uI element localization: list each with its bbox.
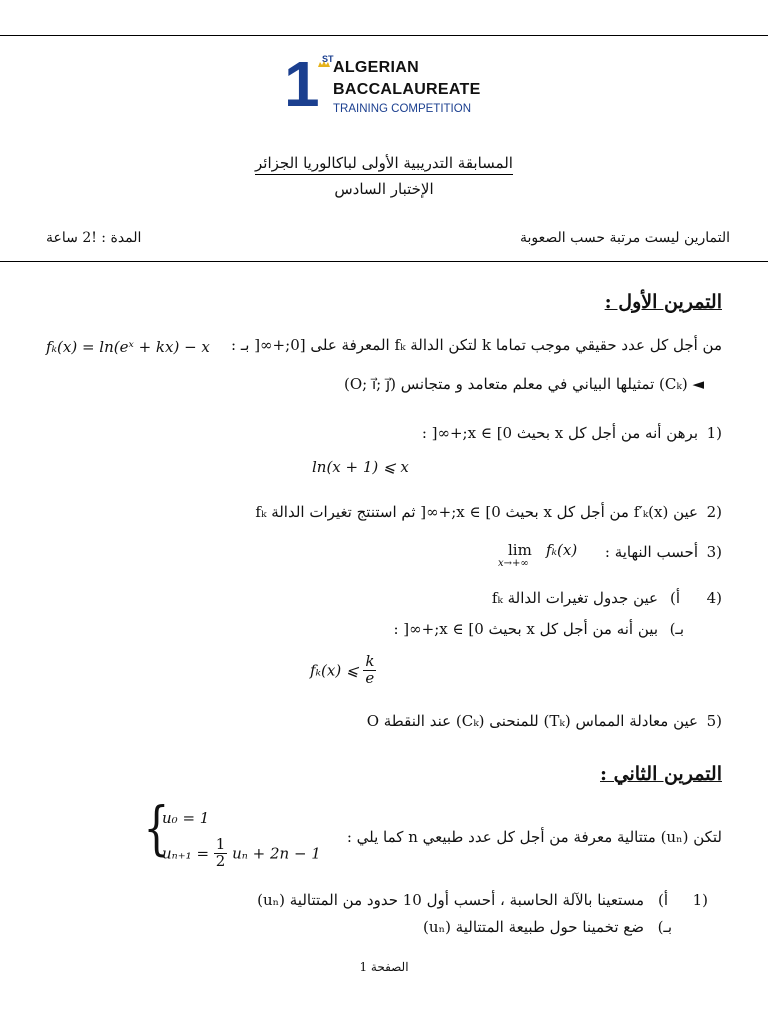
step-numerator: 1: [215, 835, 226, 853]
exercise-1-title: التمرين الأول :: [604, 291, 722, 313]
logo-line-2: BACCALAUREATE: [333, 81, 481, 98]
ex1-q3-number: 3): [706, 543, 722, 561]
duration-label: المدة : !2 ساعة: [46, 230, 142, 246]
ex1-q4a-text: عين جدول تغيرات الدالة fₖ: [491, 589, 658, 607]
logo-line-1: ALGERIAN: [333, 59, 419, 76]
limit-function: fₖ(x): [546, 541, 578, 559]
ex1-q5-text: عين معادلة المماس (Tₖ) للمنحنى (Cₖ) عند النقطة O: [366, 712, 698, 730]
step-fraction: [214, 837, 228, 870]
q4b-fraction: [363, 654, 376, 687]
ex1-q4-number: 4): [706, 589, 722, 607]
ex1-q1-formula: ln(x + 1) ⩽ x: [312, 458, 409, 476]
header-rule: [0, 261, 768, 262]
ex1-intro-formula: fₖ(x) = ln(eˣ + kx) − x: [46, 338, 210, 356]
exercise-2-title: التمرين الثاني :: [600, 763, 722, 785]
ex1-q3-text: أحسب النهاية :: [604, 543, 698, 561]
step-rhs: uₙ + 2n − 1: [232, 844, 321, 863]
ex1-q1-number: 1): [706, 424, 722, 442]
ex1-q1-text: برهن أنه من أجل كل x بحيث x ∈ [0;+∞[ :: [421, 424, 698, 442]
ex2-q1b-label: بـ): [657, 918, 672, 936]
ex2-recurrence-system: [143, 794, 346, 873]
ex1-q2-number: 2): [706, 503, 722, 521]
logo-superscript: ST: [322, 54, 334, 64]
step-denominator: 2: [215, 851, 226, 870]
logo-line-3: TRAINING COMPETITION: [333, 103, 471, 115]
ex2-q1b-text: ضع تخمينا حول طبيعة المتتالية (uₙ): [423, 918, 644, 936]
ex2-q1a-text: مستعينا بالآلة الحاسبة ، أحسب أول 10 حدود من المتتالية (uₙ): [257, 891, 644, 909]
ex2-q1a-label: أ): [657, 891, 668, 909]
ex1-q2-text: عين f′ₖ(x) من أجل كل x بحيث x ∈ [0;+∞[ ثم استنتج تغيرات الدالة fₖ: [255, 503, 698, 521]
top-rule: [0, 35, 768, 36]
competition-title: المسابقة التدريبية الأولى لباكالوريا الجزائر: [0, 154, 768, 172]
q4b-numerator: k: [365, 652, 375, 670]
ex1-q4b-text: بين أنه من أجل كل x بحيث x ∈ [0;+∞[ :: [393, 620, 658, 638]
ex1-curve-line: ◄ (Cₖ) تمثيلها البياني في معلم متعامد و متجانس (O; i⃗; j⃗): [343, 375, 704, 393]
test-name: الإختبار السادس: [334, 180, 434, 198]
left-brace: {: [143, 794, 170, 862]
q4b-denominator: e: [365, 668, 375, 687]
recurrence-initial: u₀ = 1: [162, 809, 210, 827]
ex1-q4b-label: بـ): [669, 620, 684, 638]
limit-operator: lim: [508, 541, 532, 559]
ex1-q5-number: 5): [706, 712, 722, 730]
limit-subscript: x→+∞: [498, 558, 529, 569]
step-lhs: uₙ₊₁ =: [162, 844, 210, 863]
q4b-lhs: fₖ(x) ⩽: [310, 661, 359, 680]
ex1-q4b-formula: [310, 654, 376, 687]
logo-numeral: 1: [284, 48, 320, 120]
recurrence-step: [162, 837, 321, 870]
competition-logo: [284, 48, 484, 122]
ex2-intro-text: لتكن (uₙ) متتالية معرفة من أجل كل عدد طبيعي n كما يلي :: [346, 828, 722, 846]
ex1-intro-text: من أجل كل عدد حقيقي موجب تماما k لتكن الدالة fₖ المعرفة على [0;+∞[ بـ :: [231, 336, 722, 354]
crown-icon: [318, 52, 330, 58]
page-number: الصفحة 1: [359, 960, 409, 974]
ex1-q4a-label: أ): [669, 589, 680, 607]
ex2-q1-number: 1): [692, 891, 708, 909]
ordering-note: التمارين ليست مرتبة حسب الصعوبة: [519, 230, 730, 246]
